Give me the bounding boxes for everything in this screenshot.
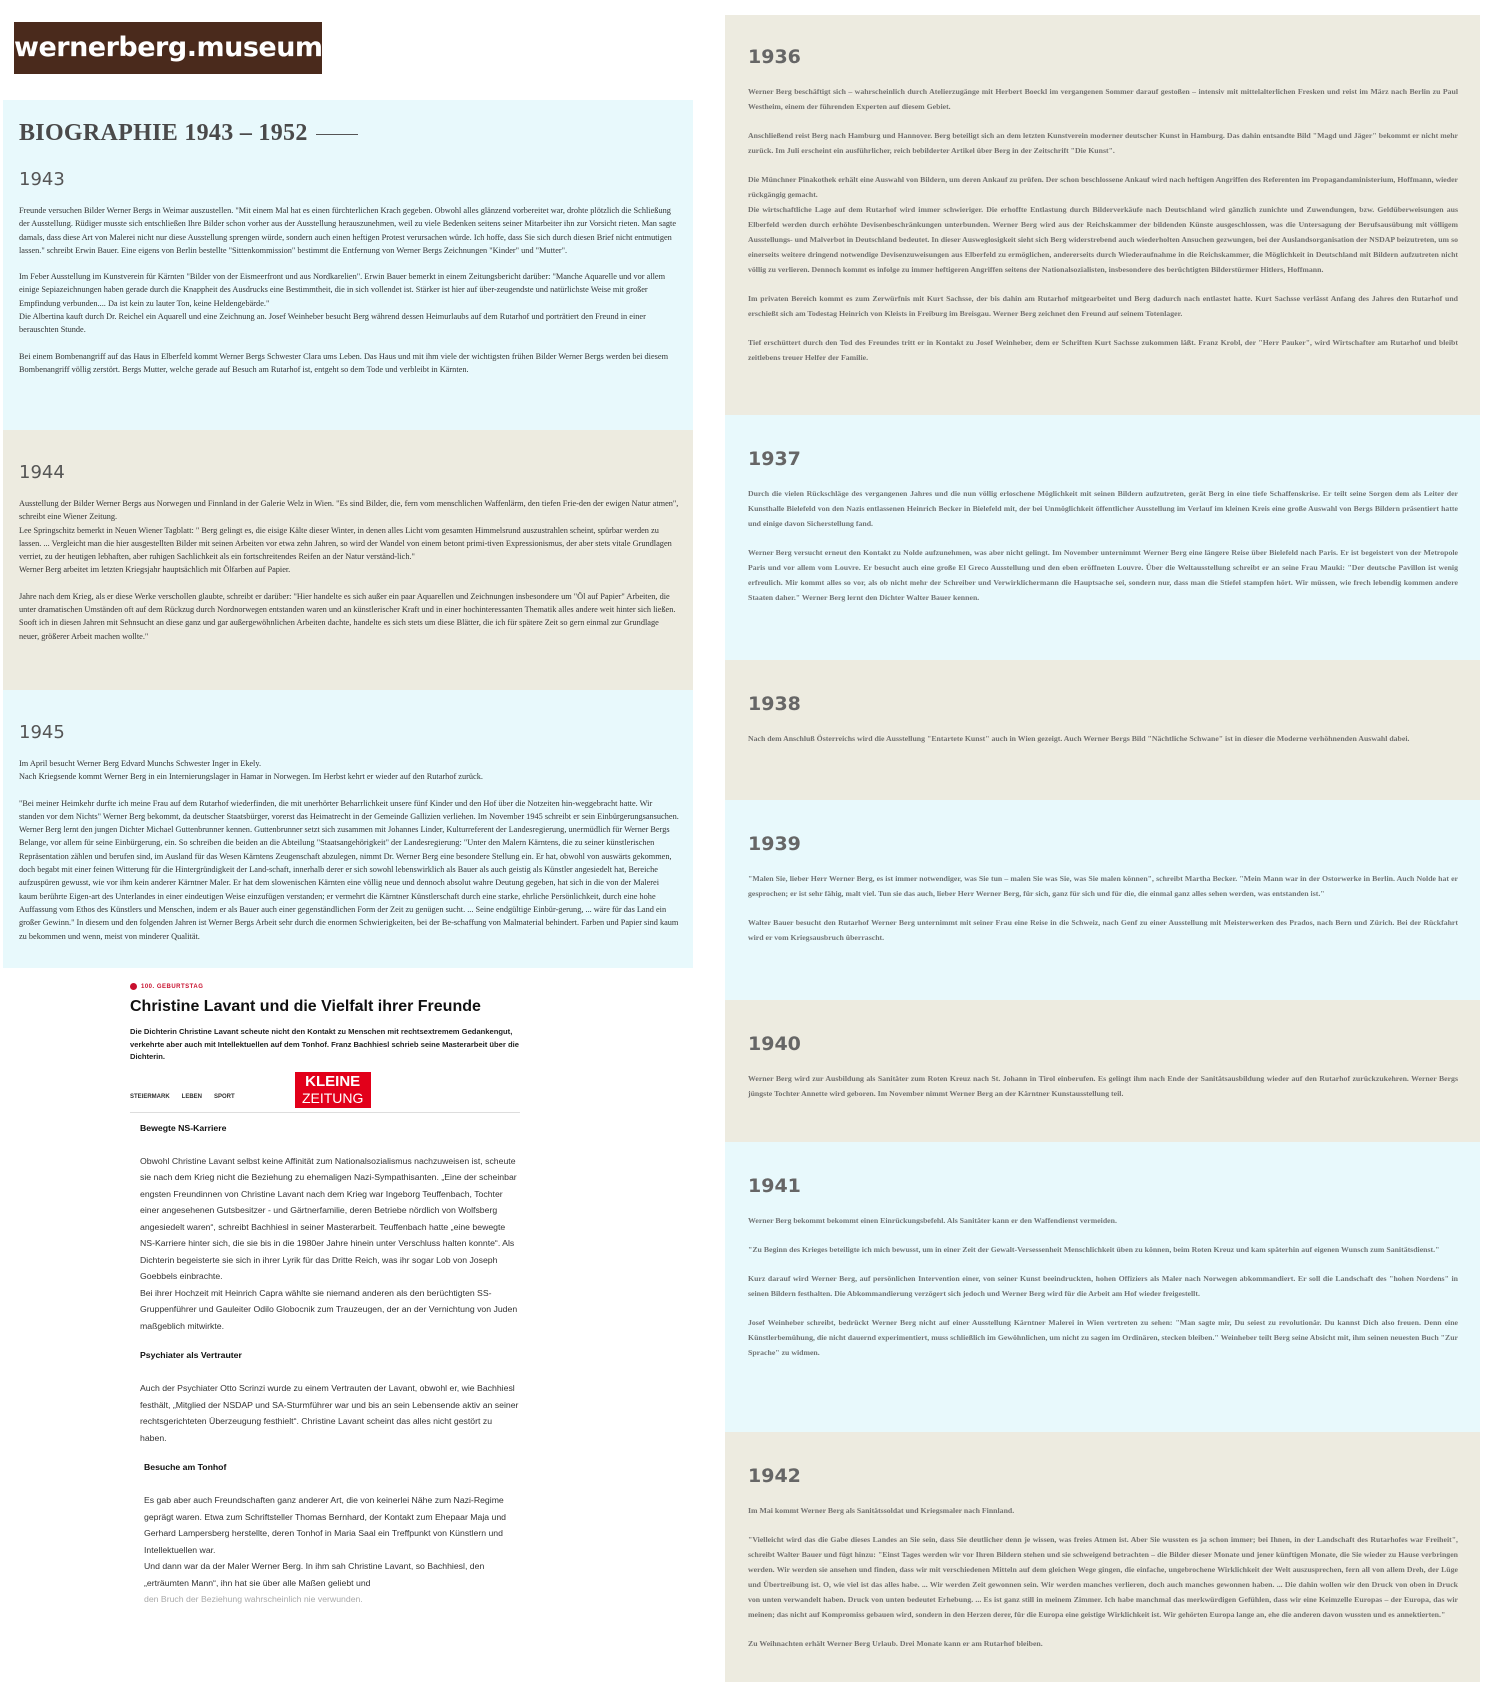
article-subheading: Psychiater als Vertrauter bbox=[140, 1350, 242, 1360]
nav-link-leben[interactable]: LEBEN bbox=[181, 1093, 203, 1100]
plus-circle-icon bbox=[130, 983, 137, 990]
paragraph: Josef Weinheber schreibt, bedrückt Werner Berg nicht auf einer Ausstellung Kärntner Malerei in Wien vertreten zu sehen: "Man sagte mir, Du seiest zu revolutionär. Du kannst Dich also freuen. Denn eine Künstlerbemühung, die nicht dauernd experimentiert, muss schließlich im Gewöhnlichen, um nicht zu sagen im Ordinären, stecken bleiben." Weinheber teilt Berg seine Absicht mit, ihm seinen neuesten Buch "Zur Sprache" zu widmen. bbox=[748, 1318, 1458, 1357]
paragraph: Die Münchner Pinakothek erhält eine Auswahl von Bildern, um deren Ankauf zu prüfen. Der schon beschlossene Ankauf wird nach heftigen Angriffen des Referenten im Propagandaministerium, Hoffmann, wieder rückgängig gemacht. Die wirtschaftliche Lage auf dem Rutarhof wird immer schwieriger. Die erhoffte Entlastung durch Bilderverkäufe nach Deutschland wird gänzlich zunichte und Zuwendungen, bzw. Geldüberweisungen aus Elberfeld werden durch erhöhte Devisenbeschränkungen unterbunden. Werner Berg wird aus der Reichskammer der bildenden Künste ausgeschlossen, was die Untersagung der Berufsausübung mit völligem Ausstellungs- und Malverbot in Deutschland bedeutet. In dieser Ausweglosigkeit sieht sich Berg widerstrebend auch wiederholten Ansuchen gezwungen, bei der Auslandsorganisation der NSDAP beizutreten, um so einerseits weitere dringend notwendige Devisenzuweisungen aus Elberfeld zu ermöglichen, andererseits durch Wiederaufnahme in die Reichskammer, die Möglichkeit in Deutschland mit Bildern aufzutreten nicht völlig zu verlieren. Dennoch kommt es infolge zu immer heftigeren Angriffen seitens der Nationalsozialisten, insbesondere des berüchtigten Bilderstürmer Hitlers, Hoffmann. bbox=[748, 175, 1458, 274]
section-1940 bbox=[725, 1000, 1480, 1142]
paragraph: Werner Berg wird zur Ausbildung als Sanitäter zum Roten Kreuz nach St. Johann in Tirol einberufen. Es gelingt ihm nach Ende der Sanitätsausbildung wieder auf den Rutarhof zurückzukehren. Werner Bergs jüngste Tochter Annette wird geboren. Im November nimmt Werner Berg an der Kärntner Kunstausstellung teil. bbox=[748, 1074, 1458, 1098]
year-heading: 1937 bbox=[748, 448, 801, 470]
title-rule bbox=[316, 134, 358, 135]
year-heading: 1940 bbox=[748, 1033, 801, 1055]
article-paragraph: Es gab aber auch Freundschaften ganz anderer Art, die von keinerlei Nähe zum Nazi-Regime geprägt waren. Etwa zum Schriftsteller Thomas Bernhard, der Kontakt zum Ehepaar Maja und Gerhard Lampersberg herstellte, deren Tonhof in Maria Saal ein Treffpunkt von Künstlern und Intellektuellen war. Und dann war da der Maler Werner Berg. In ihm sah Christine Lavant, so Bachhiesl, den „erträumten Mann“, ihn hat sie über alle Maßen geliebt und bbox=[144, 1495, 506, 1588]
page-title: BIOGRAPHIE 1943 – 1952 bbox=[19, 120, 679, 147]
paragraph: Werner Berg versucht erneut den Kontakt zu Nolde aufzunehmen, was aber nicht gelingt. Im November unternimmt Werner Berg eine längere Reise über Bielefeld nach Paris. Er ist begeistert von der Metropole Paris und vor allem vom Louvre. Er besucht auch eine große El Greco Ausstellung und den eben eröffneten Louvre. Über die Weltausstellung schreibt er an seine Frau Mauki: "Der deutsche Pavillon ist wenig erfreulich. Mir kommt alles so vor, als ob nicht mehr der Schreiber und Verwirklichermann die Hauptsache sei, sondern nur, dass man die Stiefel stampfen hört. Wir müssen, wie frech lebendig kommen andere Staaten daher." Werner Berg lernt den Dichter Walter Bauer kennen. bbox=[748, 548, 1458, 602]
section-1942 bbox=[725, 1432, 1480, 1682]
paragraph: "Vielleicht wird das die Gabe dieses Landes an Sie sein, dass Sie deutlicher denn je wissen, was freies Atmen ist. Aber Sie wussten es ja schon immer; bei Ihnen, in der Landschaft des Rutarhofes war Freiheit", schreibt Walter Bauer und fügt hinzu: "Einst Tages werden wir vor Ihren Bildern stehen und sie schweigend betrachten – die Bilder dieser Monate und jener künftigen Monate, die Sie wieder zu Hause verbringen werden. Wir werden sie ansehen und finden, dass wir mit verschiedenen Mitteln auf dem gleichen Wege gingen, die einfache, ungebrochene Wirklichkeit der Welt auszusprechen, fern all von allem Dreh, der Lüge und Übertreibung ist. O, wie viel ist das alles habe. ... Wir werden Zeit gewonnen sein. Wir werden manches verlieren, doch auch manches gewonnen haben. ... Die dahin wollen wir den Druck von oben in Druck von unten verwandelt haben. Druck von unten bedeutet Erhebung. ... Es ist ganz still in meinem Zimmer. Ich habe manchmal das merkwürdigen Gefühlen, dass wir eine Keimzelle Europas – der Europa, das wir meinen; das nicht auf Kompromiss gebauen wird, sondern in den Herzen derer, für die Europa eine geistige Wirklichkeit ist. Wir gehörten Europa lange an, ehe die anderen davon wussten und es annektierten." bbox=[748, 1535, 1458, 1619]
paragraph: Jahre nach dem Krieg, als er diese Werke verschollen glaubte, schreibt er darüber: "Hier handelte es sich außer ein paar Aquarellen und Zeichnungen insbesondere um "Öl auf Papier" Arbeiten, die unter dramatischen Umständen oft auf dem Rückzug durch Nordnorwegen entstanden waren und an künstlerischer Kraft und in einer hochinteressanten Thematik alles andere weit hinter sich ließen. Sooft ich in diesen Jahren mit Sehnsucht an diese ganz und gar außergewöhnlichen Arbeiten dachte, handelte es sich stets um diese Blätter, die ich für spätere Zeit so gern einmal zur Grundlage neuer, größerer Arbeit machen wollte." bbox=[19, 591, 676, 641]
year-heading: 1939 bbox=[748, 833, 801, 855]
paragraph: Werner Berg bekommt bekommt einen Einrückungsbefehl. Als Sanitäter kann er den Waffendienst vermeiden. bbox=[748, 1216, 1117, 1225]
nav-link-sport[interactable]: SPORT bbox=[214, 1093, 235, 1100]
paragraph: Nach dem Anschluß Österreichs wird die Ausstellung "Entartete Kunst" auch in Wien gezeigt. Auch Werner Bergs Bild "Nächtliche Schwane" ist in dieser die Moderne verhöhnenden Auswahl dabei. bbox=[748, 734, 1410, 743]
section-1939 bbox=[725, 800, 1480, 1000]
paragraph: Walter Bauer besucht den Rutarhof Werner Berg unternimmt mit seiner Frau eine Reise in die Schweiz, nach Genf zu einer Ausstellung mit Meisterwerken des Prados, nach Bern und Zürich. Bei der Rückfahrt wird er vom Kriegsausbruch überrascht. bbox=[748, 918, 1458, 942]
year-heading: 1945 bbox=[19, 722, 65, 743]
paragraph: Tief erschüttert durch den Tod des Freundes tritt er in Kontakt zu Josef Weinheber, dem er Schriften Kurt Sachsse zukommen läßt. Franz Krobl, der "Herr Pauker", wird Wirtschafter am Rutarhof und bleibt zeitlebens treuer Helfer der Familie. bbox=[748, 338, 1458, 362]
article-title: Christine Lavant und die Vielfalt ihrer Freunde bbox=[130, 998, 481, 1015]
article-subheading: Besuche am Tonhof bbox=[144, 1462, 227, 1472]
year-heading: 1944 bbox=[19, 462, 65, 483]
paragraph: Kurz darauf wird Werner Berg, auf persönlichen Intervention einer, von seiner Kunst beeindruckten, hohen Offiziers als Maler nach Norwegen abkommandiert. Er soll die Landschaft des "hohen Nordens" in seinen Bildern festhalten. Die Abkommandierung verzögert sich jedoch und Werner Berg wird für die Arbeit am Hof wieder freigestellt. bbox=[748, 1274, 1458, 1298]
paragraph: "Bei meiner Heimkehr durfte ich meine Frau auf dem Rutarhof wiederfinden, die mit unerhörter Beharrlichkeit unsere fünf Kinder und den Hof über die Notzeiten hin-weggebracht hatte. Wir standen vor dem Nichts" Werner Berg bekommt, da deutscher Staatsbürger, vorerst das Heimatrecht in der Gemeinde Gallizien verliehen. Im November 1945 schreibt er sein Einbürgerungsansuchen. Werner Berg lernt den jungen Dichter Michael Guttenbrunner kennen. Guttenbrunner setzt sich zusammen mit Johannes Linder, Kulturreferent der Landesregierung, unermüdlich für Werner Bergs Belange, vor allem für seine Einbürgerung, ein. So schreiben die beiden an die Abteilung "Staatsangehörigkeit" der Landesregierung: "Unter den Malern Kärntens, die zu seiner künstlerischen Repräsentation zählen und berufen sind, im Ausland für das Wesen Kärntens Zeugenschaft abzulegen, nimmt Dr. Werner Berg eine besondere Stellung ein. Er hat, obwohl von auswärts gekommen, doch begabt mit einer feinen Witterung für die Hintergründigkeit der Land-schaft, innerhalb derer er sich sowohl lebenswirklich als Bauer als auch geistig als Künstler angesiedelt hat, Bereiche aufzuspüren gewusst, wie vor ihm kein anderer Kärntner Maler. Er hat dem slowenischen Kärnten eine völlig neue und dennoch absolut wahre Deutung gegeben, hat sich in die von der Malerei kaum berührte Eigen-art des Unterlandes in einer eindeutigen Weise einzufügen verstanden; er vermehrt die Kärntner Künstlerschaft durch eine starke, ehrliche Persönlichkeit, durch eine hohe Auffassung vom Ethos des Künstlers und Menschen, indem er als Bauer auch einer gegenständlichen Form der Zeit zu genügen sucht. ... Seine endgültige Einbür-gerung, ... wäre für das Land ein großer Gewinn." In diesem und den folgenden Jahren ist Werner Bergs Arbeit sehr durch die enormen Schwierigkeiten, bei der Be-schaffung von Malmaterial behindert. Farben und Papier sind kaum zu bekommen und wenn, meist von minderer Qualität. bbox=[19, 798, 679, 941]
paragraph: "Zu Beginn des Krieges beteiligte ich mich bewusst, um in einer Zeit der Gewalt-Versessenheit Menschlichkeit üben zu können, beim Roten Kreuz und kam späterhin auf eigenen Wunsch zum Sanitätsdienst." bbox=[748, 1245, 1440, 1254]
newspaper-clipping bbox=[130, 983, 520, 1624]
article-paragraph: Obwohl Christine Lavant selbst keine Affinität zum Nationalsozialismus nachzuweisen ist, scheute sie nach dem Krieg nicht die Beziehung zu ehemaligen Nazi-Sympathisanten. „Eine der scheinbar engsten Freundinnen von Christine Lavant nach dem Krieg war Ingeborg Teuffenbach, Tochter einer angesehenen Gutsbesitzer - und Gärtnerfamilie, deren Betriebe nördlich von Wolfsberg angesiedelt waren“, schreibt Bachhiesl in seiner Masterarbeit. Teuffenbach hatte „eine bewegte NS-Karriere hinter sich, die sie bis in die 1980er Jahre hinein unter Verschluss halten konnte“. Als Dichterin begeisterte sie sich in ihrer Lyrik für das Dritte Reich, was ihr sogar Lob von Joseph Goebbels einbrachte. Bei ihrer Hochzeit mit Heinrich Capra wählte sie niemand anderen als den berüchtigten SS-Gruppenführer und Gauleiter Odilo Globocnik zum Trauzeugen, der an der Vernichtung von Juden maßgeblich mitwirkte. bbox=[140, 1155, 518, 1331]
paragraph: Durch die vielen Rückschläge des vergangenen Jahres und die nun völlig erloschene Möglichkeit mit seinen Bildern aufzutreten, gerät Berg in eine tiefe Schaffenskrise. Er teilt seine Sorgen dem als Leiter der Kunsthalle Bielefeld von den Nazis entlassenen Heinrich Becker in Bielefeld mit, der bei Unmöglichkeit öffentlicher Ausstellung im Verlauf im kleinen Kreis eine große Auswahl von Bergs Bildern präsentiert hatte und einige davon Sicherstellung fand. bbox=[748, 489, 1458, 528]
year-heading: 1943 bbox=[19, 169, 65, 190]
paragraph: "Malen Sie, lieber Herr Werner Berg, es ist immer notwendiger, was Sie tun – malen Sie was Sie, was Sie malen können", schreibt Martha Becker. "Mein Mann war in der Ostorwerke in Berlin. Auch Nolde hat er gesprochen; er ist sehr fähig, malt viel. Tun sie das auch, lieber Herr Werner Berg, für sich, ganz für sich und für die, die einmal ganz alles sehen werden, was entstanden ist." bbox=[748, 874, 1458, 898]
paragraph: Im privaten Bereich kommt es zum Zerwürfnis mit Kurt Sachsse, der bis dahin am Rutarhof mitgearbeitet und Berg dadurch nach entlastet hatte. Kurt Sachsse verlässt Anfang des Jahres den Rutarhof und erschießt sich am Todestag Heinrich von Kleists in Freiburg im Breisgau. Werner Berg zeichnet den Freund auf seinem Totenlager. bbox=[748, 294, 1458, 318]
section-1945 bbox=[3, 690, 693, 968]
section-1937 bbox=[725, 415, 1480, 660]
year-heading: 1942 bbox=[748, 1465, 801, 1487]
paragraph: Anschließend reist Berg nach Hamburg und Hannover. Berg beteiligt sich an dem letzten Kunstverein moderner deutscher Kunst in Hamburg. Das dahin entsandte Bild "Magd und Jäger" bekommt er nicht mehr zurück. Im Juli erscheint ein ausführlicher, reich bebilderter Artikel über Berg in der Zeitschrift "Die Kunst". bbox=[748, 131, 1458, 155]
article-kicker: 100. GEBURTSTAG bbox=[130, 983, 520, 990]
article-lead: Die Dichterin Christine Lavant scheute nicht den Kontakt zu Menschen mit rechtsextremem Gedankengut, verkehrte aber auch mit Intellektuellen auf dem Tonhof. Franz Bachhiesl schrieb seine Masterarbeit über die Dichterin. bbox=[130, 1027, 519, 1061]
section-1936 bbox=[725, 15, 1480, 415]
article-paragraph: Auch der Psychiater Otto Scrinzi wurde zu einem Vertrauten der Lavant, obwohl er, wie Bachhiesl festhält, „Mitglied der NSDAP und SA-Sturmführer war und bis an sein Lebensende aktiv an seiner rechtsgerichteten Überzeugung festhielt“. Christine Lavant scheint das alles nicht gestört zu haben. bbox=[140, 1383, 519, 1443]
paragraph: Werner Berg beschäftigt sich – wahrscheinlich durch Atelierzugänge mit Herbert Boeckl im vergangenen Sommer darauf gestoßen – intensiv mit mittelalterlichen Fresken und reist im März nach Berlin zu Paul Westheim, einem der führenden Experten auf diesem Gebiet. bbox=[748, 87, 1458, 111]
site-logo[interactable]: wernerberg.museum bbox=[14, 22, 322, 74]
article-subheading: Bewegte NS-Karriere bbox=[140, 1122, 227, 1133]
article-paragraph-faded: den Bruch der Beziehung wahrscheinlich nie verwunden. bbox=[144, 1594, 363, 1604]
section-1944 bbox=[3, 430, 693, 690]
section-1941 bbox=[725, 1142, 1480, 1432]
article-body bbox=[130, 1123, 520, 1608]
paragraph: Im April besucht Werner Berg Edvard Munchs Schwester Inger in Ekely. Nach Kriegsende kommt Werner Berg in ein Internierungslager in Hamar in Norwegen. Im Herbst kehrt er wieder auf den Rutarhof zurück. bbox=[19, 759, 483, 782]
nav-link-steiermark[interactable]: STEIERMARK bbox=[130, 1093, 170, 1100]
paragraph: Ausstellung der Bilder Werner Bergs aus Norwegen und Finnland in der Galerie Welz in Wien. "Es sind Bilder, die, fern vom menschlichen Waffenlärm, den tiefen Frie-den der ewigen Natur atmen", schreibt eine Wiener Zeitung. Lee Springschitz bemerkt in Neuen Wiener Tagblatt: " Berg gelingt es, die eisige Kälte dieser Winter, in denen alles Licht vom gesamten Himmelsrund auszustrahlen scheint, spürbar werden zu lassen. ... Vergleicht man die hier ausgestellten Bilder mit seinen Arbeiten vor etwa zehn Jahren, so wird der Wandel von einem betont primi-tiven Expressionismus, der aber stets vitale Grundlagen verriet, zu der heutigen lebhaften, aber ruhigen Sachlichkeit als ein fortschreitendes Reifen an der Natur verständ-lich." Werner Berg arbeitet im letzten Kriegsjahr hauptsächlich mit Ölfarben auf Papier. bbox=[19, 499, 679, 575]
paragraph: Im Feber Ausstellung im Kunstverein für Kärnten "Bilder von der Eismeerfront und aus Nordkarelien". Erwin Bauer bemerkt in einem Zeitungsbericht darüber: "Manche Aquarelle und vor allem einige Sepiazeichnungen haben gerade durch die Knappheit des Ausdrucks eine Bestimmtheit, die in sich vollendet ist. Stärker ist hier auf über-zeugendste und natürlichste Weise mit großer Empfindung verbunden.... Da ist kein zu lauter Ton, keine Heldengebärde." Die Albertina kauft durch Dr. Reichel ein Aquarell und eine Zeichnung an. Josef Weinheber besucht Berg während dessen Heimurlaubs auf dem Rutarhof und porträtiert den Freund in einer berauschten Stunde. bbox=[19, 272, 666, 335]
newspaper-nav bbox=[130, 1072, 520, 1113]
paragraph: Bei einem Bombenangriff auf das Haus in Elberfeld kommt Werner Bergs Schwester Clara ums Leben. Das Haus und mit ihm viele der wichtigsten frühen Bilder Werner Bergs werden bei diesem Bombenangriff völlig zerstört. Bergs Mutter, welche gerade auf Besuch am Rutarhof ist, entgeht so dem Tode und verbleibt in Kärnten. bbox=[19, 351, 669, 374]
year-heading: 1938 bbox=[748, 693, 801, 715]
section-1943 bbox=[3, 100, 693, 430]
year-heading: 1941 bbox=[748, 1175, 801, 1197]
section-1938 bbox=[725, 660, 1480, 800]
paragraph: Freunde versuchen Bilder Werner Bergs in Weimar auszustellen. "Mit einem Mal hat es einen fürchterlichen Krach gegeben. Obwohl alles glänzend vorbereitet war, drohte plötzlich die Schließung der Ausstellung. Rüdiger musste sich entschließen Ihre Bilder schon vorher aus der Ausstellung herauszunehmen, weil zu viele Bedenken seitens seiner Mitarbeiter ihn zur Vorsicht rieten. Man sagte damals, dass diese Art von Malerei nicht nur diese Ausstellung sprengen würde, sondern auch einen heftigen Protest verursachen würde. Ich hoffe, dass Sie sich durch diesen Brief nicht entmutigen lassen." schreibt Erwin Bauer. Eine eigens von Berlin bestellte "Sittenkommission" bestimmt die Entfernung von Werner Bergs Zeichnungen "Kinder" und "Mutter". bbox=[19, 206, 677, 255]
kleine-zeitung-logo[interactable]: KLEINE ZEITUNG bbox=[295, 1072, 371, 1108]
paragraph: Zu Weihnachten erhält Werner Berg Urlaub. Drei Monate kann er am Rutarhof bleiben. bbox=[748, 1639, 1043, 1648]
paragraph: Im Mai kommt Werner Berg als Sanitätssoldat und Kriegsmaler nach Finnland. bbox=[748, 1506, 1015, 1515]
year-heading: 1936 bbox=[748, 46, 801, 68]
